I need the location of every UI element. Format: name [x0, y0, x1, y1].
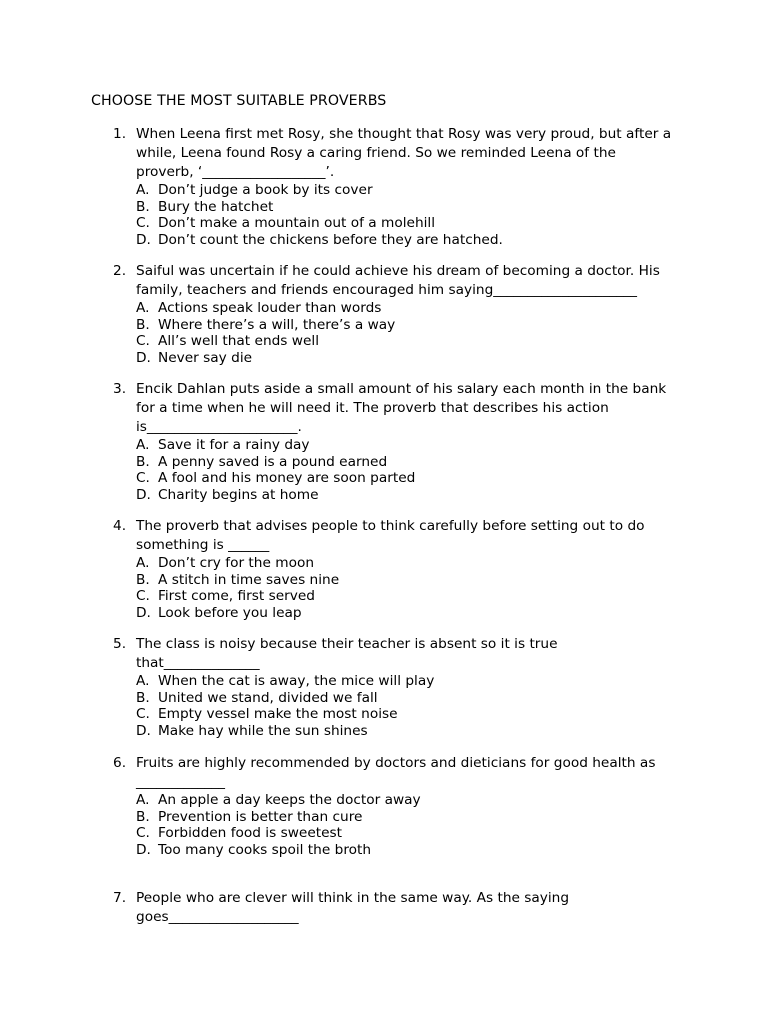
option-list [136, 182, 673, 248]
option-b[interactable] [136, 690, 673, 707]
option-text: Save it for a rainy day [158, 437, 310, 453]
question-1 [113, 125, 673, 248]
option-text: Prevention is better than cure [158, 808, 363, 825]
option-letter: A. [136, 555, 150, 571]
question-line: is______________________. [136, 419, 302, 435]
option-text: Actions speak louder than words [158, 300, 382, 316]
option-d[interactable] [136, 350, 673, 367]
option-text: Make hay while the sun shines [158, 722, 368, 739]
option-d[interactable] [136, 842, 673, 859]
question-line: Fruits are highly recommended by doctors and dieticians for good health as [136, 755, 656, 771]
question-text [136, 380, 673, 437]
question-text [136, 262, 673, 300]
option-b[interactable] [136, 454, 673, 471]
question-line: family, teachers and friends encouraged him saying_____________________ [136, 282, 637, 298]
question-number: 5. [113, 636, 127, 652]
question-6 [113, 754, 673, 858]
option-letter: A. [136, 673, 150, 689]
option-letter: C. [136, 333, 150, 350]
option-b[interactable] [136, 199, 673, 216]
option-list [136, 555, 673, 621]
option-letter: D. [136, 486, 151, 503]
question-line: The proverb that advises people to think carefully before setting out to do [136, 518, 645, 534]
option-letter: D. [136, 231, 151, 248]
question-line: proverb, ‘__________________’. [136, 164, 335, 180]
option-c[interactable] [136, 215, 673, 232]
option-text: Charity begins at home [158, 486, 319, 503]
option-text: Don’t judge a book by its cover [158, 182, 373, 198]
option-b[interactable] [136, 809, 673, 826]
page-title: CHOOSE THE MOST SUITABLE PROVERBS [91, 93, 387, 109]
question-line: When Leena first met Rosy, she thought that Rosy was very proud, but after a [136, 126, 672, 142]
option-text: When the cat is away, the mice will play [158, 673, 435, 689]
question-text [136, 635, 673, 673]
option-text: Never say die [158, 349, 253, 366]
option-a[interactable] [136, 673, 673, 690]
option-letter: D. [136, 604, 151, 621]
option-text: United we stand, divided we fall [158, 689, 378, 706]
option-a[interactable] [136, 792, 673, 809]
option-letter: B. [136, 689, 150, 706]
question-2 [113, 262, 673, 366]
option-list [136, 300, 673, 366]
option-letter: B. [136, 316, 150, 333]
question-number: 3. [113, 381, 127, 397]
question-5 [113, 635, 673, 739]
option-letter: A. [136, 300, 150, 316]
option-a[interactable] [136, 300, 673, 317]
option-text: Don’t make a mountain out of a molehill [158, 215, 436, 232]
option-letter: D. [136, 841, 151, 858]
option-a[interactable] [136, 182, 673, 199]
question-text [136, 517, 673, 555]
question-4 [113, 517, 673, 621]
option-text: Forbidden food is sweetest [158, 825, 343, 842]
question-line: while, Leena found Rosy a caring friend. So we reminded Leena of the [136, 145, 616, 161]
option-letter: A. [136, 792, 150, 808]
option-text: A penny saved is a pound earned [158, 453, 388, 470]
option-letter: C. [136, 470, 150, 487]
question-line: for a time when he will need it. The proverb that describes his action [136, 400, 609, 416]
option-c[interactable] [136, 470, 673, 487]
option-letter: D. [136, 349, 151, 366]
option-letter: B. [136, 808, 150, 825]
question-line: Encik Dahlan puts aside a small amount of his salary each month in the bank [136, 381, 667, 397]
question-line: that______________ [136, 655, 260, 671]
option-d[interactable] [136, 232, 673, 249]
option-letter: C. [136, 825, 150, 842]
option-d[interactable] [136, 487, 673, 504]
question-3 [113, 380, 673, 503]
option-c[interactable] [136, 825, 673, 842]
option-text: First come, first served [158, 588, 315, 605]
option-c[interactable] [136, 706, 673, 723]
question-line: The class is noisy because their teacher is absent so it is true [136, 636, 558, 652]
option-d[interactable] [136, 605, 673, 622]
option-letter: B. [136, 198, 150, 215]
question-line: goes___________________ [136, 909, 299, 925]
option-text: Don’t count the chickens before they are hatched. [158, 231, 503, 248]
option-text: Bury the hatchet [158, 198, 274, 215]
question-text [136, 889, 673, 927]
question-line: _____________ [136, 774, 225, 790]
option-b[interactable] [136, 572, 673, 589]
option-a[interactable] [136, 437, 673, 454]
option-text: Empty vessel make the most noise [158, 706, 398, 723]
option-text: Too many cooks spoil the broth [158, 841, 372, 858]
option-letter: B. [136, 453, 150, 470]
option-text: Don’t cry for the moon [158, 555, 315, 571]
option-text: All’s well that ends well [158, 333, 320, 350]
option-letter: A. [136, 182, 150, 198]
option-letter: D. [136, 722, 151, 739]
question-line: People who are clever will think in the same way. As the saying [136, 890, 570, 906]
option-letter: C. [136, 215, 150, 232]
question-line: something is ______ [136, 537, 270, 553]
option-letter: C. [136, 706, 150, 723]
option-list [136, 437, 673, 503]
option-text: A stitch in time saves nine [158, 571, 340, 588]
question-number: 2. [113, 263, 127, 279]
question-text [136, 125, 673, 182]
option-letter: C. [136, 588, 150, 605]
option-text: Look before you leap [158, 604, 302, 621]
question-number: 7. [113, 890, 127, 906]
option-b[interactable] [136, 317, 673, 334]
question-7 [113, 889, 673, 927]
option-text: Where there’s a will, there’s a way [158, 316, 396, 333]
option-c[interactable] [136, 333, 673, 350]
option-letter: B. [136, 571, 150, 588]
option-list [136, 792, 673, 858]
option-a[interactable] [136, 555, 673, 572]
option-text: An apple a day keeps the doctor away [158, 792, 421, 808]
question-number: 6. [113, 755, 127, 771]
option-text: A fool and his money are soon parted [158, 470, 416, 487]
question-text [136, 754, 673, 792]
option-c[interactable] [136, 588, 673, 605]
option-letter: A. [136, 437, 150, 453]
question-number: 1. [113, 126, 127, 142]
option-d[interactable] [136, 723, 673, 740]
question-number: 4. [113, 518, 127, 534]
option-list [136, 673, 673, 739]
question-line: Saiful was uncertain if he could achieve his dream of becoming a doctor. His [136, 263, 660, 279]
